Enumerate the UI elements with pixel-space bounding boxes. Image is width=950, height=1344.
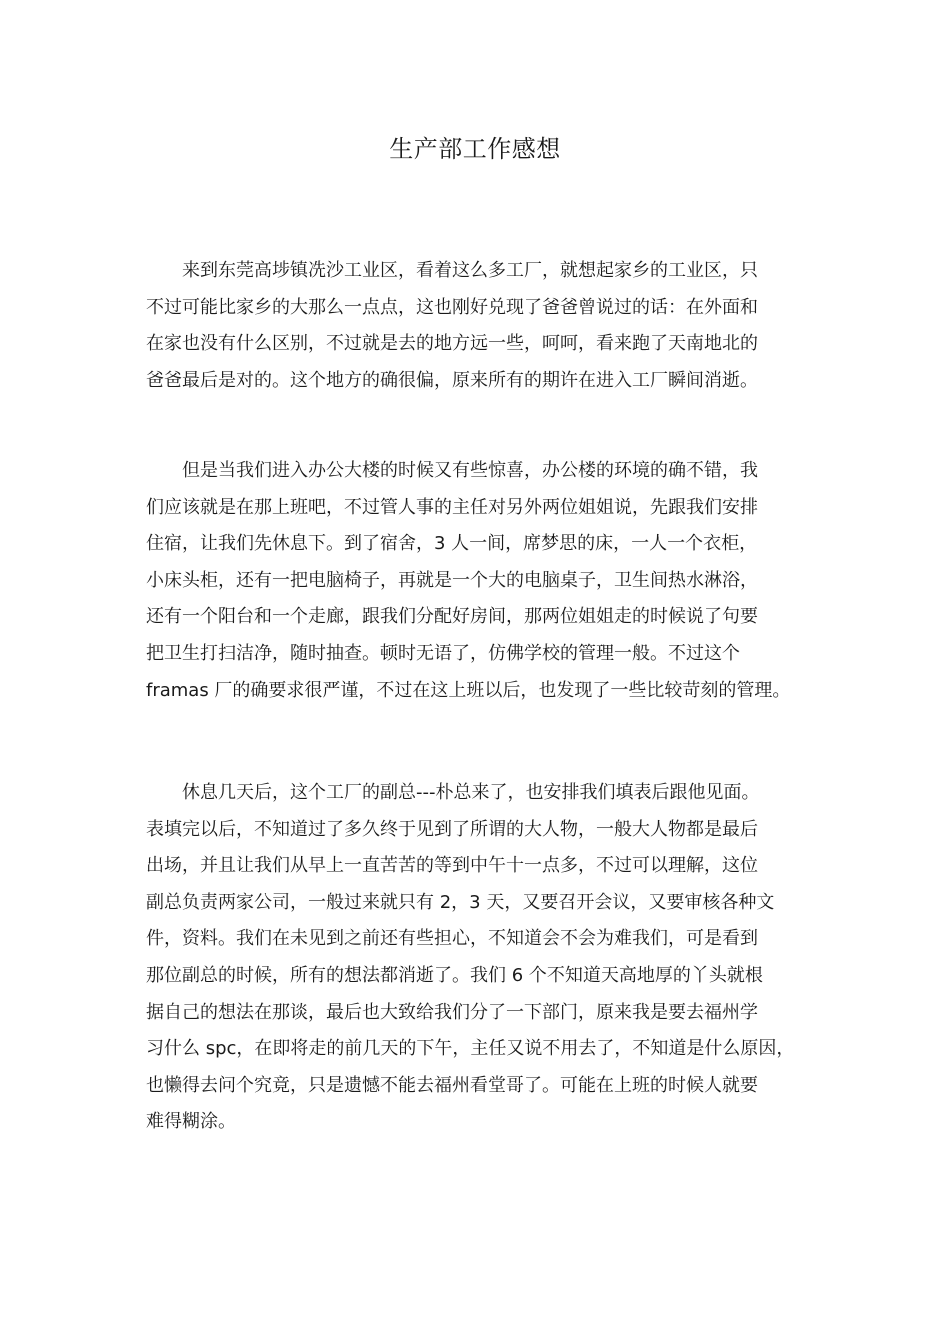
paragraph-line: 不过可能比家乡的大那么一点点，这也刚好兑现了爸爸曾说过的话：在外面和 xyxy=(146,296,758,318)
paragraph-line: 那位副总的时候，所有的想法都消逝了。我们 6 个不知道天高地厚的丫头就根 xyxy=(146,964,763,986)
paragraph-line: 但是当我们进入办公大楼的时候又有些惊喜，办公楼的环境的确不错，我 xyxy=(182,460,758,481)
paragraph-2 xyxy=(146,453,790,709)
paragraph-line: 表填完以后，不知道过了多久终于见到了所谓的大人物，一般大人物都是最后 xyxy=(146,818,758,840)
paragraph-line: 把卫生打扫洁净，随时抽查。顿时无语了，仿佛学校的管理一般。不过这个 xyxy=(146,642,740,664)
paragraph-line: 来到东莞高埗镇冼沙工业区，看着这么多工厂，就想起家乡的工业区，只 xyxy=(182,260,758,281)
paragraph-line: 住宿，让我们先休息下。到了宿舍，3 人一间，席梦思的床，一人一个衣柜， xyxy=(146,533,758,555)
paragraph-line: 们应该就是在那上班吧，不过管人事的主任对另外两位姐姐说，先跟我们安排 xyxy=(146,496,758,518)
paragraph-1 xyxy=(146,253,758,399)
paragraph-line: 在家也没有什么区别，不过就是去的地方远一些，呵呵，看来跑了天南地北的 xyxy=(146,333,758,355)
paragraph-line: framas 厂的确要求很严谨，不过在这上班以后，也发现了一些比较苛刻的管理。 xyxy=(146,679,791,701)
paragraph-line: 小床头柜，还有一把电脑椅子，再就是一个大的电脑桌子，卫生间热水淋浴， xyxy=(146,569,758,591)
paragraph-line: 还有一个阳台和一个走廊，跟我们分配好房间，那两位姐姐走的时候说了句要 xyxy=(146,606,758,628)
paragraph-line: 习什么 spc，在即将走的前几天的下午，主任又说不用去了，不知道是什么原因， xyxy=(146,1038,795,1060)
paragraph-line: 爸爸最后是对的。这个地方的确很偏，原来所有的期许在进入工厂瞬间消逝。 xyxy=(146,369,758,391)
paragraph-line: 出场，并且让我们从早上一直苦苦的等到中午十一点多，不过可以理解，这位 xyxy=(146,855,758,877)
paragraph-line: 也懒得去问个究竟，只是遗憾不能去福州看堂哥了。可能在上班的时候人就要 xyxy=(146,1074,758,1096)
paragraph-line: 据自己的想法在那谈，最后也大致给我们分了一下部门，原来我是要去福州学 xyxy=(146,1001,758,1023)
paragraph-line: 难得糊涂。 xyxy=(146,1111,236,1133)
paragraph-line: 休息几天后，这个工厂的副总---朴总来了，也安排我们填表后跟他见面。 xyxy=(182,782,760,803)
document-title: 生产部工作感想 xyxy=(389,135,561,163)
paragraph-3 xyxy=(146,775,794,1141)
paragraph-line: 件，资料。我们在未见到之前还有些担心，不知道会不会为难我们，可是看到 xyxy=(146,928,758,950)
paragraph-line: 副总负责两家公司，一般过来就只有 2，3 天，又要召开会议，又要审核各种文 xyxy=(146,891,775,913)
